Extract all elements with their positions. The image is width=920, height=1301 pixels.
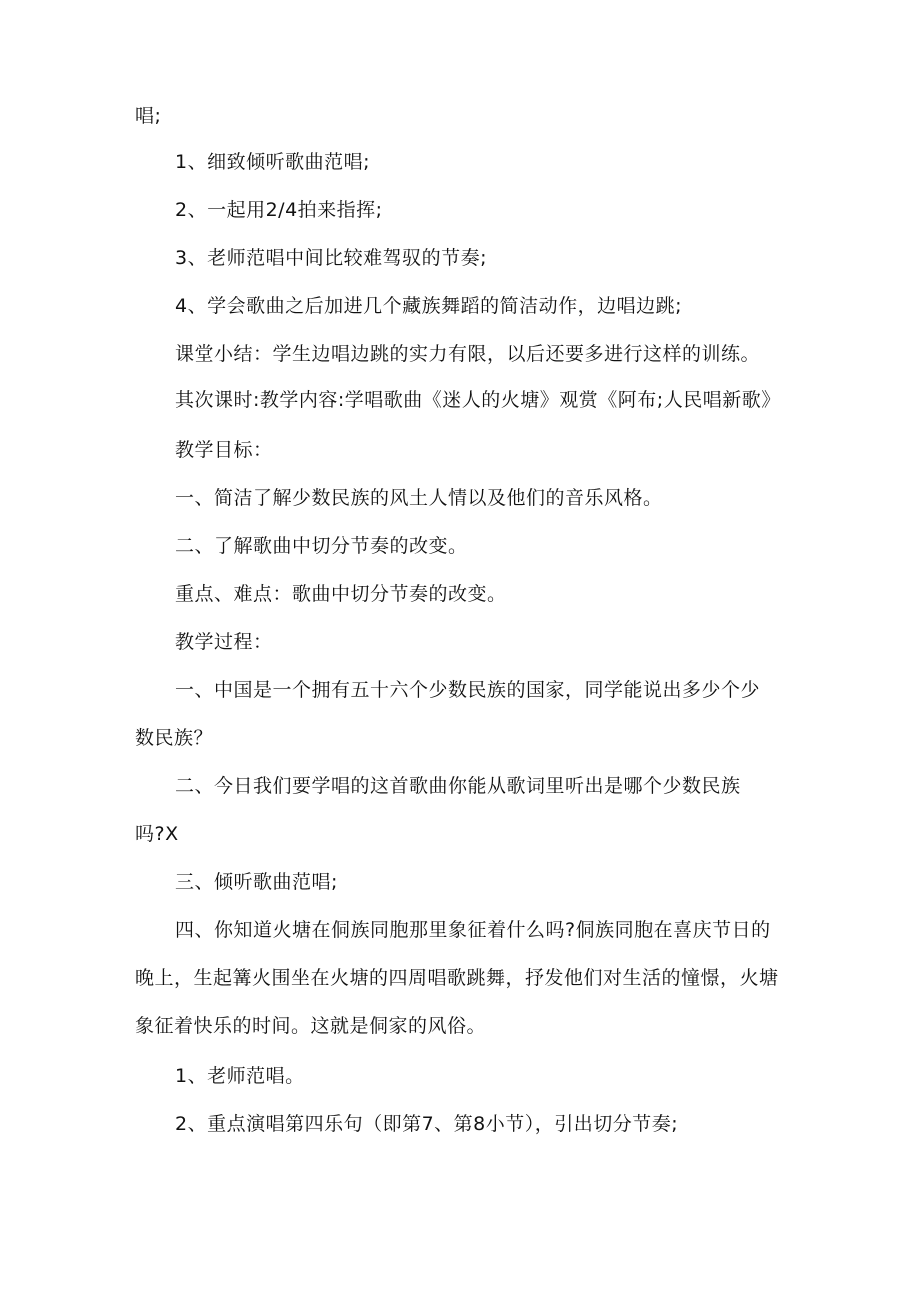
text-line: 吗?X [135, 823, 179, 845]
text-line: 三、倾听歌曲范唱; [175, 871, 338, 893]
text-line: 2、一起用2/4拍来指挥; [175, 199, 383, 221]
text-line: 重点、难点：歌曲中切分节奏的改变。 [175, 583, 507, 605]
text-line: 二、今日我们要学唱的这首歌曲你能从歌词里听出是哪个少数民族 [175, 775, 741, 797]
text-line: 数民族？ [135, 727, 214, 749]
text-line: 晚上，生起篝火围坐在火塘的四周唱歌跳舞，抒发他们对生活的憧憬，火塘 [135, 967, 779, 989]
text-line: 4、学会歌曲之后加进几个藏族舞蹈的简洁动作，边唱边跳; [175, 295, 682, 317]
text-line: 二、了解歌曲中切分节奏的改变。 [175, 535, 468, 557]
text-line: 一、中国是一个拥有五十六个少数民族的国家，同学能说出多少个少 [175, 679, 761, 701]
text-line: 2、重点演唱第四乐句（即第7、第8小节），引出切分节奏; [175, 1113, 679, 1135]
text-line: 教学目标： [175, 439, 273, 461]
text-line: 1、细致倾听歌曲范唱; [175, 151, 370, 173]
text-line: 唱; [135, 105, 162, 127]
text-line: 其次课时:教学内容:学唱歌曲《迷人的火塘》观赏《阿布;人民唱新歌》 [175, 389, 781, 411]
text-line: 象征着快乐的时间。这就是侗家的风俗。 [135, 1015, 487, 1037]
text-line: 1、老师范唱。 [175, 1065, 305, 1087]
text-line: 3、老师范唱中间比较难驾驭的节奏; [175, 247, 487, 269]
text-line: 四、你知道火塘在侗族同胞那里象征着什么吗?侗族同胞在喜庆节日的 [175, 919, 771, 941]
text-line: 课堂小结：学生边唱边跳的实力有限，以后还要多进行这样的训练。 [175, 343, 761, 365]
text-line: 一、简洁了解少数民族的风土人情以及他们的音乐风格。 [175, 487, 663, 509]
text-line: 教学过程： [175, 631, 273, 653]
